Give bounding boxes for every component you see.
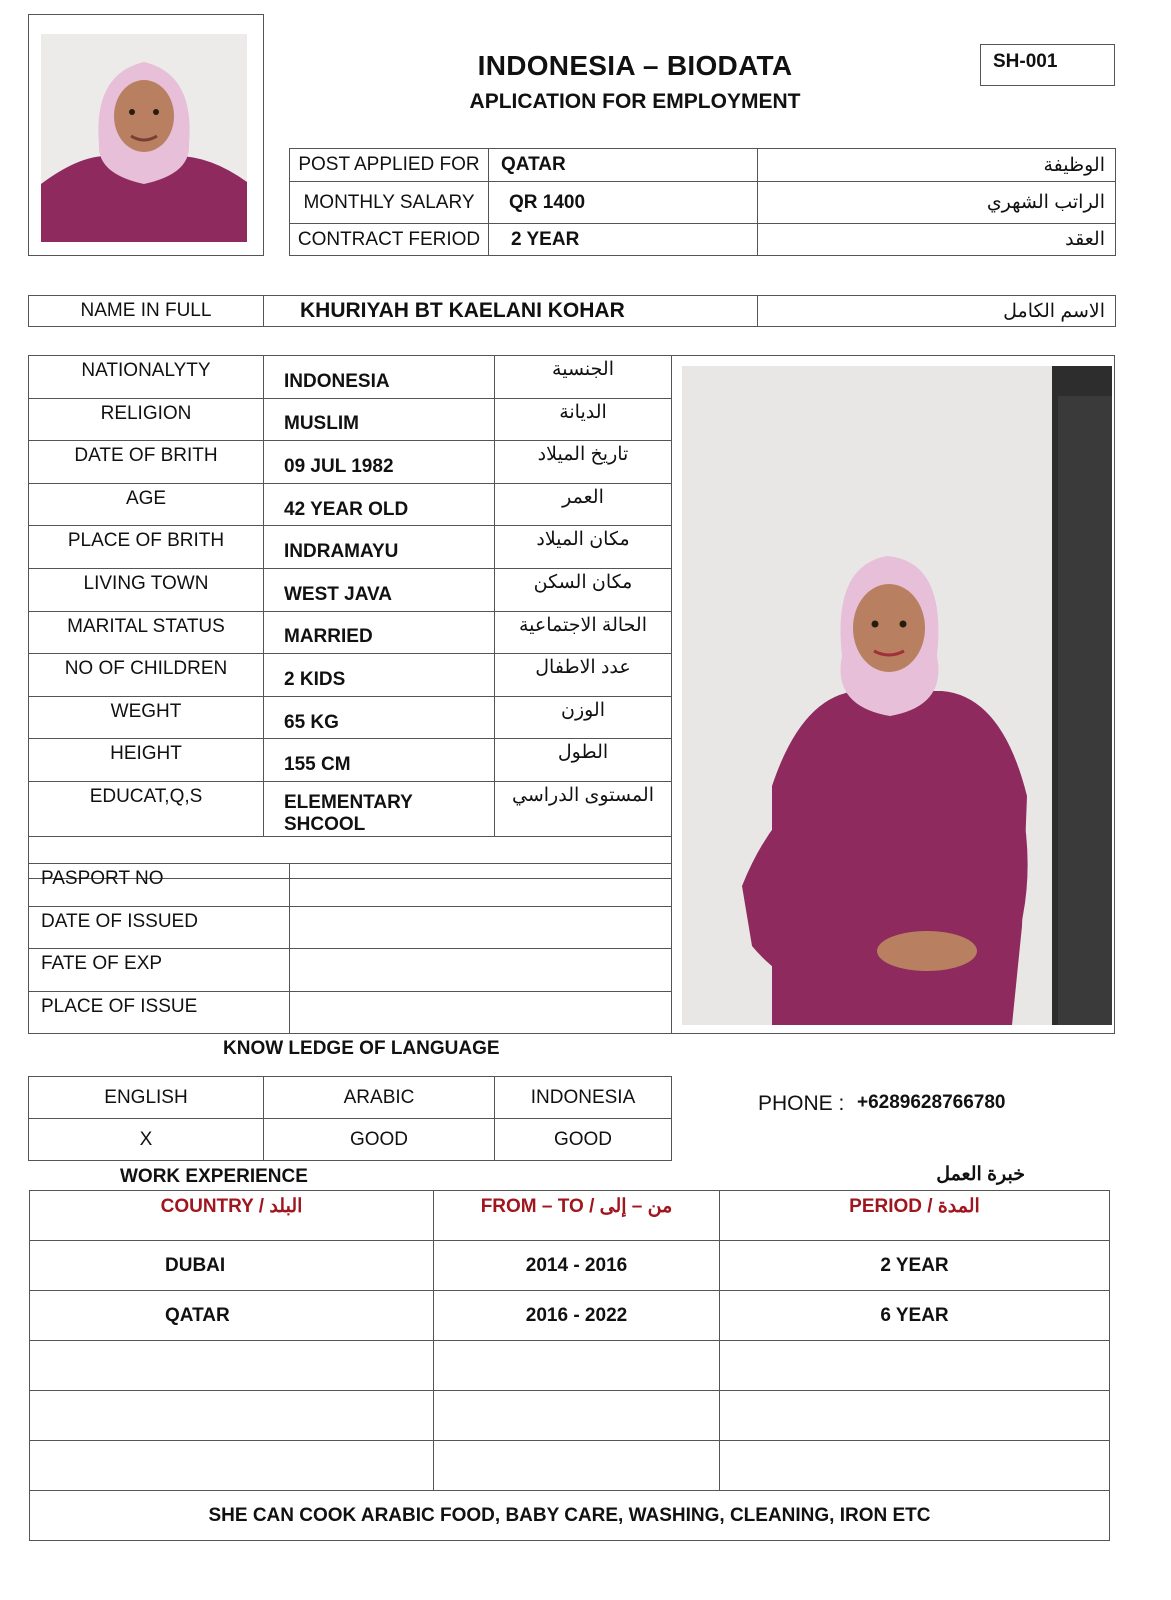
- details-row: [29, 483, 672, 526]
- work-row: [30, 1341, 1110, 1391]
- job-value: QR 1400: [489, 182, 758, 224]
- detail-arabic: الطول: [495, 739, 672, 782]
- detail-value: 42 YEAR OLD: [264, 483, 495, 526]
- work-duration-header: PERIOD / المدة: [720, 1191, 1110, 1241]
- work-heading: WORK EXPERIENCE: [120, 1166, 308, 1187]
- work-duration: 6 YEAR: [720, 1291, 1110, 1341]
- detail-value: INDONESIA: [264, 356, 495, 399]
- language-indonesia-header: INDONESIA: [495, 1077, 672, 1119]
- detail-label: HEIGHT: [29, 739, 264, 782]
- job-row: [290, 182, 1116, 224]
- job-label: MONTHLY SALARY: [290, 182, 489, 224]
- detail-arabic: العمر: [495, 483, 672, 526]
- job-arabic: الوظيفة: [758, 149, 1116, 182]
- detail-value: INDRAMAYU: [264, 526, 495, 569]
- details-table: [28, 355, 672, 879]
- job-row: [290, 149, 1116, 182]
- work-row: [30, 1291, 1110, 1341]
- job-value: QATAR: [489, 149, 758, 182]
- language-table: [28, 1076, 672, 1161]
- passport-label: PASPORT NO: [29, 864, 290, 907]
- detail-arabic: المستوى الدراسي: [495, 781, 672, 836]
- work-country: [30, 1441, 434, 1491]
- detail-arabic: الديانة: [495, 398, 672, 441]
- language-arabic-level: GOOD: [264, 1119, 495, 1161]
- work-heading-arabic: خبرة العمل: [936, 1164, 1025, 1185]
- detail-value: ELEMENTARY SHCOOL: [264, 781, 495, 836]
- work-country: [30, 1391, 434, 1441]
- work-row: [30, 1441, 1110, 1491]
- detail-label: MARITAL STATUS: [29, 611, 264, 654]
- work-country: QATAR: [30, 1291, 434, 1341]
- language-english-header: ENGLISH: [29, 1077, 264, 1119]
- full-body-photo: [682, 366, 1112, 1025]
- detail-value: 09 JUL 1982: [264, 441, 495, 484]
- detail-arabic: الوزن: [495, 696, 672, 739]
- work-duration: [720, 1341, 1110, 1391]
- work-table: [29, 1190, 1110, 1541]
- work-duration: 2 YEAR: [720, 1241, 1110, 1291]
- details-row: [29, 654, 672, 697]
- detail-label: EDUCAT,Q,S: [29, 781, 264, 836]
- detail-label: LIVING TOWN: [29, 568, 264, 611]
- details-row: [29, 356, 672, 399]
- passport-label: DATE OF ISSUED: [29, 906, 290, 949]
- detail-label: NATIONALYTY: [29, 356, 264, 399]
- phone-label: PHONE :: [758, 1092, 845, 1115]
- detail-label: PLACE OF BRITH: [29, 526, 264, 569]
- details-row: [29, 398, 672, 441]
- detail-arabic: الجنسية: [495, 356, 672, 399]
- passport-row: [29, 949, 672, 992]
- passport-row: [29, 864, 672, 907]
- work-row: [30, 1241, 1110, 1291]
- detail-value: 155 CM: [264, 739, 495, 782]
- work-from-to: 2016 - 2022: [434, 1291, 720, 1341]
- job-label: CONTRACT FERIOD: [290, 224, 489, 256]
- details-row: [29, 739, 672, 782]
- passport-row: [29, 906, 672, 949]
- job-arabic: العقد: [758, 224, 1116, 256]
- detail-arabic: مكان الميلاد: [495, 526, 672, 569]
- passport-label: FATE OF EXP: [29, 949, 290, 992]
- passport-value: [290, 949, 672, 992]
- passport-table: [28, 863, 672, 1034]
- detail-value: 65 KG: [264, 696, 495, 739]
- work-duration: [720, 1441, 1110, 1491]
- reference-code: SH-001: [980, 44, 1115, 86]
- detail-label: AGE: [29, 483, 264, 526]
- work-period-range-header: FROM – TO / من – إلى: [434, 1191, 720, 1241]
- full-name: KHURIYAH BT KAELANI KOHAR: [264, 296, 758, 327]
- skills-row: [30, 1491, 1110, 1541]
- detail-value: WEST JAVA: [264, 568, 495, 611]
- passport-value: [290, 991, 672, 1034]
- work-from-to: [434, 1441, 720, 1491]
- detail-label: DATE OF BRITH: [29, 441, 264, 484]
- work-row: [30, 1391, 1110, 1441]
- detail-label: RELIGION: [29, 398, 264, 441]
- details-row: [29, 526, 672, 569]
- phone-number: +6289628766780: [857, 1092, 1006, 1113]
- detail-arabic: مكان السكن: [495, 568, 672, 611]
- detail-value: 2 KIDS: [264, 654, 495, 697]
- detail-value: MUSLIM: [264, 398, 495, 441]
- details-row: [29, 568, 672, 611]
- language-heading: KNOW LEDGE OF LANGUAGE: [223, 1038, 500, 1059]
- language-indonesia-level: GOOD: [495, 1119, 672, 1161]
- work-header-row: [30, 1191, 1110, 1241]
- details-row: [29, 611, 672, 654]
- work-from-to: [434, 1391, 720, 1441]
- work-from-to: 2014 - 2016: [434, 1241, 720, 1291]
- skills-summary: SHE CAN COOK ARABIC FOOD, BABY CARE, WASHING, CLEANING, IRON ETC: [30, 1491, 1110, 1541]
- language-arabic-header: ARABIC: [264, 1077, 495, 1119]
- work-country: DUBAI: [30, 1241, 434, 1291]
- work-duration: [720, 1391, 1110, 1441]
- portrait-photo: [41, 34, 247, 242]
- job-label: POST APPLIED FOR: [290, 149, 489, 182]
- job-table: [289, 148, 1116, 256]
- job-arabic: الراتب الشهري: [758, 182, 1116, 224]
- name-table: [28, 295, 1116, 327]
- details-row: [29, 781, 672, 836]
- work-country-header: COUNTRY / البلد: [30, 1191, 434, 1241]
- detail-arabic: عدد الاطفال: [495, 654, 672, 697]
- passport-row: [29, 991, 672, 1034]
- detail-label: NO OF CHILDREN: [29, 654, 264, 697]
- passport-value: [290, 864, 672, 907]
- details-row: [29, 696, 672, 739]
- detail-arabic: تاريخ الميلاد: [495, 441, 672, 484]
- work-from-to: [434, 1341, 720, 1391]
- detail-label: WEGHT: [29, 696, 264, 739]
- passport-label: PLACE OF ISSUE: [29, 991, 290, 1034]
- job-row: [290, 224, 1116, 256]
- name-arabic: الاسم الكامل: [758, 296, 1116, 327]
- name-label: NAME IN FULL: [29, 296, 264, 327]
- details-row: [29, 441, 672, 484]
- job-value: 2 YEAR: [489, 224, 758, 256]
- language-english-level: X: [29, 1119, 264, 1161]
- page-title: INDONESIA – BIODATA: [477, 50, 793, 81]
- page-subtitle: APLICATION FOR EMPLOYMENT: [469, 90, 801, 113]
- work-country: [30, 1341, 434, 1391]
- detail-arabic: الحالة الاجتماعية: [495, 611, 672, 654]
- detail-value: MARRIED: [264, 611, 495, 654]
- passport-value: [290, 906, 672, 949]
